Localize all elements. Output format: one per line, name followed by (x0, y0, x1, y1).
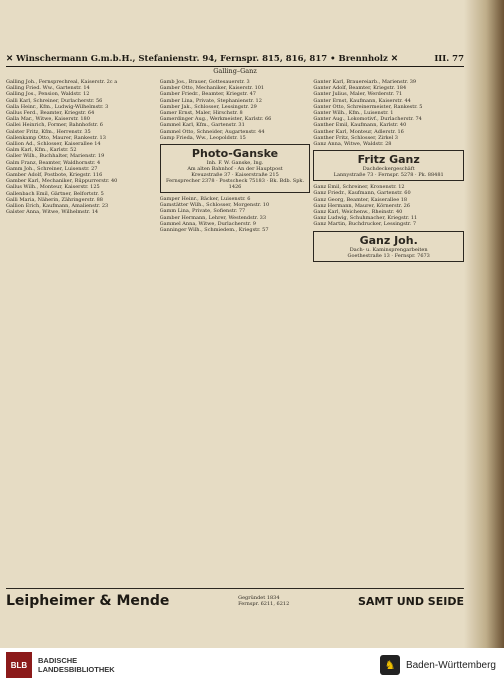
directory-entry: Gamber Otto, Mechaniker, Kaiserstr. 101 (159, 85, 265, 92)
directory-entry: Galster Anna, Witwe, Wilhelmstr. 14 (6, 209, 99, 216)
directory-entry: Galling Fried. Ww., Gartenstr. 14 (6, 85, 90, 92)
column-left (6, 79, 157, 584)
directory-entry: Galling Jos., Pension, Waldstr. 12 (6, 91, 90, 98)
directory-entry: Ganz Martin, Buchdrucker, Lessingstr. 7 (313, 221, 417, 228)
directory-entry: Gamber Hermann, Lehrer, Westendstr. 33 (159, 214, 267, 221)
leipheimer-mende-info (238, 595, 289, 607)
directory-entry: Gamber Jak., Schlosser, Lessingstr. 29 (159, 103, 257, 110)
blb-line2: LANDESBIBLIOTHEK (38, 665, 115, 674)
directory-entry: Gamper Heinr., Bäcker, Luisenstr. 6 (159, 196, 251, 203)
ganz-joh-name: Ganz Joh. (359, 233, 418, 247)
directory-entry: Ganz Friedr., Kaufmann, Gartenstr. 60 (313, 190, 411, 197)
lion-emblem-icon: ♞ (380, 655, 400, 675)
fritz-ganz-name: Fritz Ganz (357, 153, 420, 167)
directory-entry: Gallus Ferd., Beamter, Kriegstr. 64 (6, 110, 95, 117)
column-right (313, 79, 464, 584)
blb-label (38, 656, 115, 674)
directory-entry: Gamb Jos., Brauer, Gottesauerstr. 3 (159, 79, 250, 85)
leipheimer-mende-name: Leipheimer & Mende (6, 593, 170, 609)
photo-ganske-locations: Am alten Bahnhof · An der Hauptpost (187, 166, 283, 173)
directory-entry: Gamerdinger Aug., Werkmeister, Karlstr. 66 (159, 116, 272, 123)
directory-entry: Gallion Erich, Kaufmann, Amalienstr. 23 (6, 203, 109, 210)
photo-ganske-title: Photo-Ganske (191, 147, 279, 161)
header-banner: ✕ Winschermann G.m.b.H., Stefanienstr. 94, Fernspr. 815, 816, 817 • Brennholz ✕ (6, 54, 398, 64)
page-number: III. 77 (434, 54, 464, 64)
directory-entry: Ganther Emil, Kaufmann, Karlstr. 40 (313, 122, 407, 129)
photo-ganske-owner: Inh. F. W. Ganske, Ing. (206, 160, 264, 167)
directory-entry: Gamber Adolf, Postbote, Kriegstr. 116 (6, 172, 103, 179)
directory-entry: Gammel Otto, Schneider, Augartenstr. 44 (159, 128, 265, 135)
bw-label: Baden-Württemberg (405, 659, 496, 671)
directory-entry: Ganz Karl, Weichenw., Rheinstr. 40 (313, 209, 403, 216)
directory-entry: Ganter Julius, Maler, Werderstr. 71 (313, 91, 403, 98)
fritz-ganz-address: Lannystraße 73 · Fernspr. 5278 · Pk. 88481 (333, 172, 444, 179)
directory-entry: Gamp Frieda, Ww., Leopoldstr. 15 (159, 134, 246, 141)
directory-entry: Ganz Georg, Beamter, Kaiserallee 18 (313, 196, 408, 203)
directory-entry: Gamm Lina, Private, Sofienstr. 77 (159, 208, 246, 215)
library-footer (0, 648, 504, 682)
blb-brand[interactable] (6, 652, 115, 678)
directory-entry: Galling Joh., Fernsprechreal, Kaiserstr. 2c a (6, 79, 118, 85)
directory-entry: Gamer Ernst, Maler, Hirschstr. 8 (159, 110, 243, 117)
directory-entry: Ganz Anna, Witwe, Waldstr. 28 (313, 141, 392, 148)
ganz-joh-ad (313, 231, 464, 262)
directory-entry: Ganz Ludwig, Schuhmacher, Kriegstr. 11 (313, 215, 418, 222)
street-range-label: Galling–Ganz (213, 67, 257, 75)
directory-entry: Ganter Otto, Schreinermeister, Rankestr. 5 (313, 103, 423, 110)
directory-entry: Galster Fritz, Kfm., Herrenstr. 35 (6, 128, 91, 135)
directory-entry: Galla Mar., Witwe, Kaiserstr. 180 (6, 116, 90, 123)
bw-brand[interactable] (380, 655, 496, 675)
directory-entry: Ganther Fritz, Schlosser, Zirkel 3 (313, 134, 398, 141)
photo-ganske-phone: Fernsprecher 2378 · Postscheck 75183 · Bk. Bdb. Spk. 1426 (165, 178, 305, 191)
blb-logo-icon: BLB (6, 652, 32, 678)
photo-ganske-address: Kreuzstraße 37 · Kaiserstraße 215 (191, 172, 279, 179)
directory-entry: Ganter Ernst, Kaufmann, Kaiserstr. 44 (313, 97, 411, 104)
directory-entry: Gallenbach Emil, Gärtner, Belfortstr. 5 (6, 190, 104, 197)
directory-entry: Gamber Karl, Mechaniker, Rüppurrerstr. 40 (6, 178, 118, 185)
blb-line1: BADISCHE (38, 656, 78, 665)
directory-entry: Ganninger Wilh., Schmiedem., Kriegstr. 57 (159, 227, 269, 234)
directory-columns (6, 79, 464, 584)
directory-entry: Galm Karl, Kfm., Karlstr. 52 (6, 147, 77, 154)
directory-entry: Galm Franz, Beamter, Waldhornstr. 4 (6, 159, 101, 166)
directory-entry: Galli Maria, Näherin, Zähringerstr. 88 (6, 196, 103, 203)
ganz-joh-address: Goethestraße 13 · Fernspr. 7673 (347, 252, 430, 259)
directory-entry: Galli Karl, Schreiner, Durlacherstr. 56 (6, 97, 103, 104)
directory-entry: Galla Heinr., Kfm., Ludwig-Wilhelmstr. 3 (6, 103, 109, 110)
directory-entry: Gamstätter Wilh., Schlosser, Morgenstr. 10 (159, 202, 270, 209)
ganz-joh-desc: Dach- u. Kaminsprengarbeiten (349, 246, 428, 253)
directory-entry: Ganter Karl, Brauereiarb., Marienstr. 39 (313, 79, 417, 85)
directory-entry: Gamber Friedr., Beamter, Kriegstr. 47 (159, 91, 256, 98)
page-header (6, 52, 464, 67)
directory-entry: Gallion Ad., Schlosser, Kaiserallee 14 (6, 141, 101, 148)
leipheimer-mende-ad (6, 588, 464, 613)
directory-entry: Gallus Wilh., Monteur, Kaiserstr. 125 (6, 184, 100, 191)
column-middle (160, 79, 311, 584)
leipheimer-slogan: SAMT UND SEIDE (357, 594, 464, 608)
leipheimer-phone: Fernspr. 6211, 6212 (238, 601, 290, 607)
directory-entry: Gamm Joh., Schreiner, Luisenstr. 27 (6, 165, 98, 172)
fritz-ganz-desc: Dachdeckergeschäft (362, 166, 415, 173)
directory-entry: Gallenkamp Otto, Maurer, Rankestr. 13 (6, 134, 106, 141)
photo-ganske-ad (160, 144, 311, 193)
leipheimer-founded: Gegründet 1834 (238, 595, 280, 601)
street-range (6, 67, 464, 77)
directory-entry: Gallei Heinrich, Former, Bahnhofstr. 6 (6, 122, 103, 129)
directory-entry: Gammel Karl, Kfm., Gartenstr. 31 (159, 122, 245, 129)
directory-entry: Ganther Karl, Monteur, Adlerstr. 16 (313, 128, 404, 135)
page-binding (464, 0, 504, 648)
directory-entry: Ganz Hermann, Maurer, Körnerstr. 26 (313, 202, 411, 209)
directory-entry: Gamber Lina, Private, Stephanienstr. 12 (159, 97, 262, 104)
directory-entry: Ganz Emil, Schreiner, Kronenstr. 12 (313, 184, 405, 191)
fritz-ganz-ad (313, 150, 464, 181)
directory-entry: Ganter Aug., Lokomotivf., Durlacherstr. 74 (313, 116, 422, 123)
directory-entry: Ganter Adolf, Beamter, Kriegstr. 184 (313, 85, 407, 92)
directory-entry: Ganter Wilh., Kfm., Luisenstr. 1 (313, 110, 394, 117)
directory-entry: Galler Wilh., Buchhalter, Marienstr. 19 (6, 153, 105, 160)
directory-entry: Gammel Anna, Witwe, Durlacherstr. 9 (159, 220, 256, 227)
